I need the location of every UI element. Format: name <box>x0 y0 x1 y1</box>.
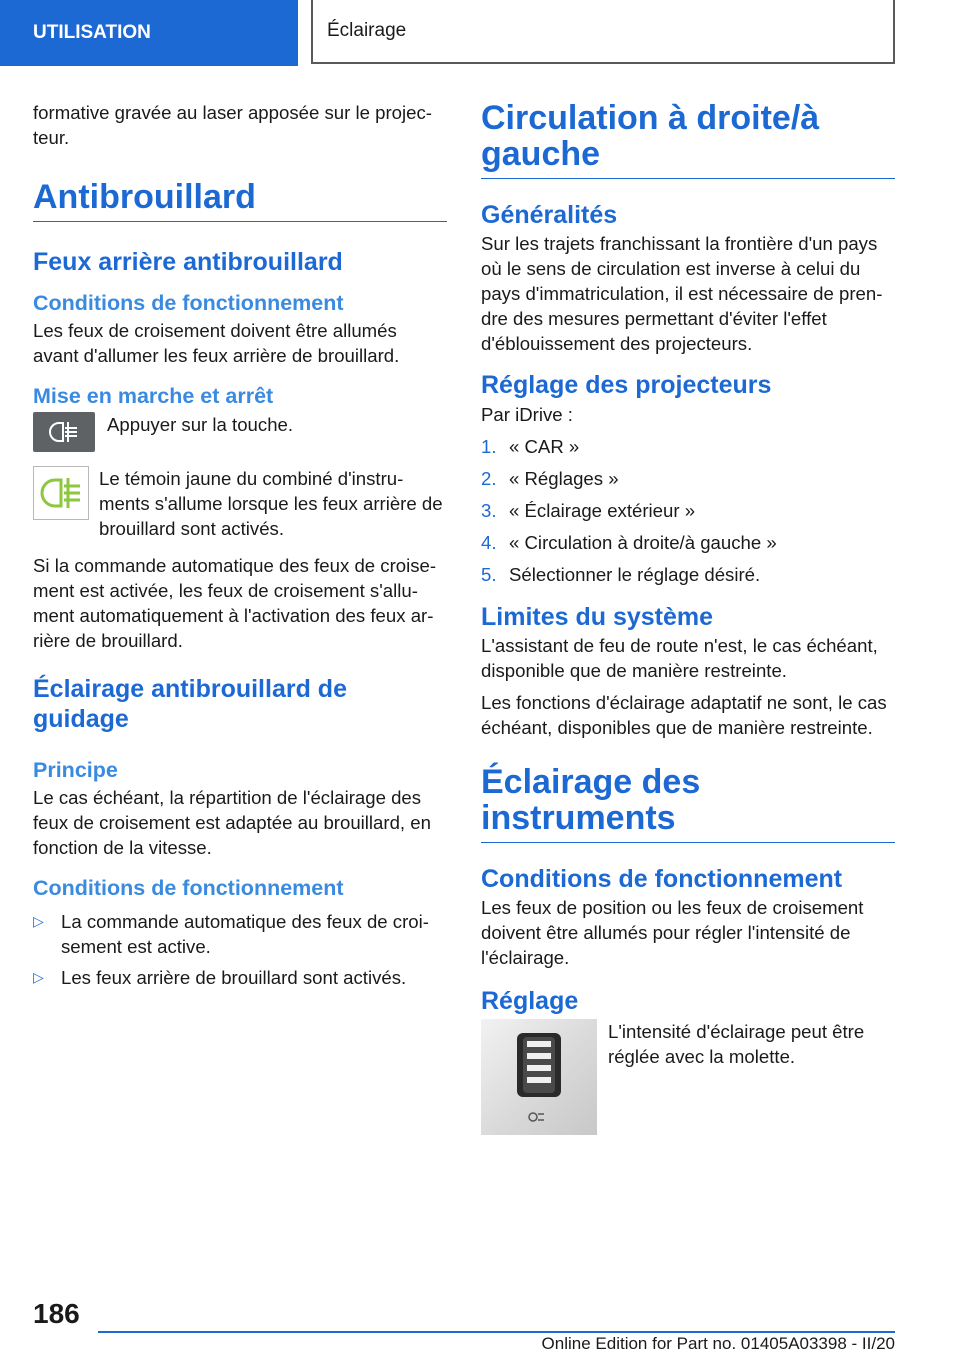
section-tab: UTILISATION <box>0 0 298 66</box>
setting-row <box>481 1019 895 1135</box>
right-column <box>481 100 895 1135</box>
heading-guidance: Éclairage antibrouillard de guidage <box>33 675 347 733</box>
step-number: 4. <box>481 532 497 553</box>
step-number: 2. <box>481 468 497 489</box>
chapter-title: Éclairage <box>311 0 895 64</box>
list-item <box>481 466 895 491</box>
heading-instruments: Éclairage des instruments <box>481 764 895 843</box>
principle-text: Le cas échéant, la répartition de l'éclairage des feux de croisement est adaptée au brouillard, en fonction de la vitesse. <box>33 787 431 858</box>
general-text: Sur les trajets franchissant la frontière d'un pays où le sens de circulation est inverse à celui du pays d'immatriculation, il est nécessaire de pren-dre des mesures permettant d'éviter l'effet d'éblouissement des projecteurs. <box>481 233 883 354</box>
rear-fog-indicator-icon <box>33 466 89 520</box>
auto-text: Si la commande automatique des feux de croise-ment est activée, les feux de croisement s'allu-ment automatiquement à l'activation des feux ar-rière de brouillard. <box>33 555 437 651</box>
step-text: « CAR » <box>509 436 580 457</box>
dimmer-wheel-image <box>481 1019 597 1135</box>
step-number: 5. <box>481 564 497 585</box>
rear-fog-button-icon <box>33 412 95 452</box>
conditions-text: Les feux de position ou les feux de croisement doivent être allumés pour régler l'intensité de l'éclairage. <box>481 897 864 968</box>
list-item <box>481 562 895 587</box>
bullet-triangle-icon: ▷ <box>33 969 44 985</box>
heading-setting: Réglage <box>481 987 579 1015</box>
step-text: « Circulation à droite/à gauche » <box>509 532 777 553</box>
indicator-row <box>33 466 447 541</box>
setting-text: L'intensité d'éclairage peut être réglée avec la molette. <box>608 1021 865 1067</box>
edition-text: Online Edition for Part no. 01405A03398 - II/20 <box>541 1334 895 1353</box>
button-text: Appuyer sur la touche. <box>107 414 294 435</box>
page-number: 186 <box>33 1298 80 1329</box>
conditions-1-text: Les feux de croisement doivent être allumés avant d'allumer les feux arrière de brouillard. <box>33 320 400 366</box>
heading-principle: Principe <box>33 758 118 782</box>
steps-list <box>481 434 895 587</box>
limits-text-1: L'assistant de feu de route n'est, le cas échéant, disponible que de manière restreinte. <box>481 635 878 681</box>
heading-conditions-2: Conditions de fonctionnement <box>33 876 344 900</box>
heading-conditions: Conditions de fonctionnement <box>481 865 843 893</box>
page-header <box>0 0 960 66</box>
step-text: Sélectionner le réglage désiré. <box>509 564 761 585</box>
step-number: 3. <box>481 500 497 521</box>
heading-limits: Limites du système <box>481 603 714 631</box>
heading-conditions-1: Conditions de fonctionnement <box>33 291 344 315</box>
heading-antibrouillard: Antibrouillard <box>33 179 447 222</box>
bullet-text: Les feux arrière de brouillard sont activés. <box>61 967 407 988</box>
left-column <box>33 100 447 990</box>
limits-text-2: Les fonctions d'éclairage adaptatif ne sont, le cas échéant, disponibles que de manière restreinte. <box>481 692 887 738</box>
step-text: « Réglages » <box>509 468 619 489</box>
footer-divider <box>98 1331 895 1333</box>
list-item <box>33 909 447 959</box>
idrive-text: Par iDrive : <box>481 404 573 425</box>
heading-adjust: Réglage des projecteurs <box>481 371 772 399</box>
list-item <box>481 530 895 555</box>
heading-on-off: Mise en marche et arrêt <box>33 384 274 408</box>
step-number: 1. <box>481 436 497 457</box>
heading-rear-fog: Feux arrière antibrouillard <box>33 248 343 276</box>
list-item <box>481 498 895 523</box>
intro-text: formative gravée au laser apposée sur le projec-teur. <box>33 102 432 148</box>
button-row <box>33 412 447 452</box>
indicator-text: Le témoin jaune du combiné d'instru-ments s'allume lorsque les feux arrière de brouillard sont activés. <box>99 468 443 539</box>
list-item <box>481 434 895 459</box>
bullet-triangle-icon: ▷ <box>33 913 44 929</box>
list-item <box>33 965 447 990</box>
heading-traffic: Circulation à droite/à gauche <box>481 100 895 179</box>
heading-general: Généralités <box>481 201 618 229</box>
bullet-text: La commande automatique des feux de croi-sement est active. <box>61 911 429 957</box>
step-text: « Éclairage extérieur » <box>509 500 696 521</box>
